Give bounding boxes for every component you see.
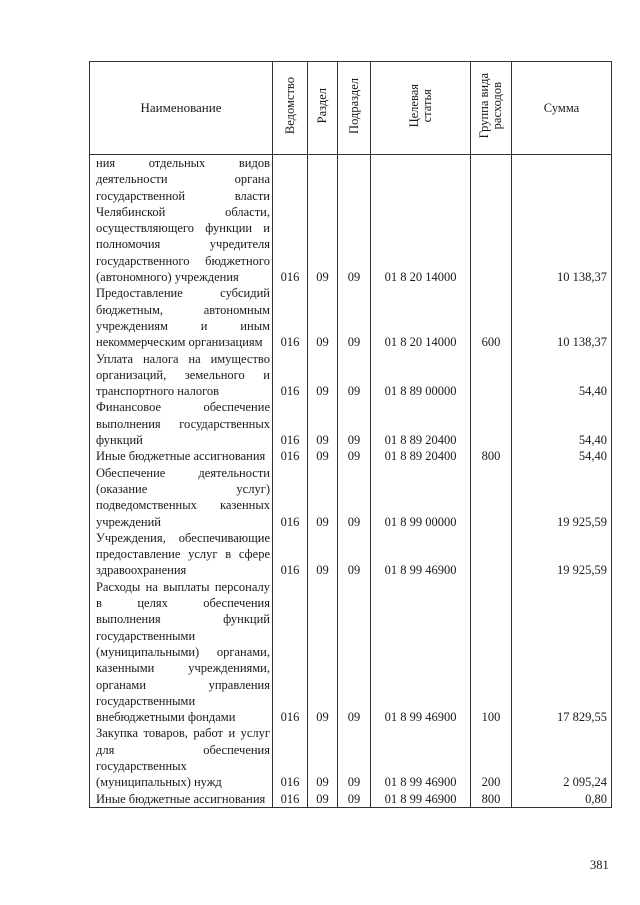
row-name-cell: Финансовое обеспечение выполнения государственных функций	[90, 399, 273, 448]
row-gruppa-cell	[471, 351, 512, 400]
row-name-cell: Предоставление субсидий бюджетным, автономным учреждениям и иным некоммерческим организациям	[90, 285, 273, 350]
row-summa-cell: 17 829,55	[512, 579, 612, 726]
row-podrazdel-cell: 09	[338, 155, 371, 286]
row-podrazdel-cell: 09	[338, 448, 371, 464]
row-summa-cell: 10 138,37	[512, 155, 612, 286]
table-body	[90, 155, 612, 808]
header-gruppa-vida-raskhodov: Группа вида расходов	[471, 62, 512, 155]
row-razdel-cell: 09	[308, 351, 338, 400]
row-razdel-cell: 09	[308, 448, 338, 464]
row-gruppa-cell: 800	[471, 791, 512, 808]
row-summa-cell: 19 925,59	[512, 465, 612, 530]
table-header	[90, 62, 612, 155]
row-vedomstvo-cell: 016	[273, 530, 308, 579]
row-vedomstvo-cell: 016	[273, 465, 308, 530]
row-vedomstvo-cell: 016	[273, 791, 308, 808]
header-celevaya-statya: Целевая статья	[371, 62, 471, 155]
row-summa-cell: 54,40	[512, 399, 612, 448]
row-podrazdel-cell: 09	[338, 791, 371, 808]
row-vedomstvo-cell: 016	[273, 285, 308, 350]
row-celevaya-cell: 01 8 89 20400	[371, 448, 471, 464]
row-razdel-cell: 09	[308, 791, 338, 808]
table-row	[90, 465, 612, 530]
table-row	[90, 155, 612, 286]
row-podrazdel-cell: 09	[338, 530, 371, 579]
row-celevaya-cell: 01 8 99 46900	[371, 579, 471, 726]
row-razdel-cell: 09	[308, 530, 338, 579]
table-row	[90, 725, 612, 790]
row-celevaya-cell: 01 8 99 46900	[371, 530, 471, 579]
table-row	[90, 791, 612, 808]
row-summa-cell: 19 925,59	[512, 530, 612, 579]
row-summa-cell: 2 095,24	[512, 725, 612, 790]
row-podrazdel-cell: 09	[338, 579, 371, 726]
table-row	[90, 448, 612, 464]
row-vedomstvo-cell: 016	[273, 155, 308, 286]
row-vedomstvo-cell: 016	[273, 399, 308, 448]
header-summa: Сумма	[512, 62, 612, 155]
budget-table	[89, 61, 612, 808]
row-podrazdel-cell: 09	[338, 465, 371, 530]
table-row	[90, 530, 612, 579]
row-gruppa-cell	[471, 465, 512, 530]
page-number: 381	[590, 858, 609, 872]
row-name-cell: Обеспечение деятельности (оказание услуг) подведомственных казенных учреждений	[90, 465, 273, 530]
row-razdel-cell: 09	[308, 725, 338, 790]
row-gruppa-cell	[471, 155, 512, 286]
row-name-cell: Уплата налога на имущество организаций, земельного и транспортного налогов	[90, 351, 273, 400]
row-razdel-cell: 09	[308, 579, 338, 726]
row-name-cell: Расходы на выплаты персоналу в целях обеспечения выполнения функций государственными (муниципальными) органами, казенными учреждениями, органами управления государственными внебюджетными фондами	[90, 579, 273, 726]
row-summa-cell: 10 138,37	[512, 285, 612, 350]
table-row	[90, 285, 612, 350]
row-gruppa-cell: 100	[471, 579, 512, 726]
row-podrazdel-cell: 09	[338, 351, 371, 400]
row-name-cell: Иные бюджетные ассигнования	[90, 448, 273, 464]
row-summa-cell: 54,40	[512, 448, 612, 464]
row-vedomstvo-cell: 016	[273, 725, 308, 790]
row-podrazdel-cell: 09	[338, 399, 371, 448]
row-razdel-cell: 09	[308, 155, 338, 286]
table-row	[90, 579, 612, 726]
row-gruppa-cell: 200	[471, 725, 512, 790]
row-name-cell: Закупка товаров, работ и услуг для обеспечения государственных (муниципальных) нужд	[90, 725, 273, 790]
row-summa-cell: 0,80	[512, 791, 612, 808]
row-name-cell: Учреждения, обеспечивающие предоставление услуг в сфере здравоохранения	[90, 530, 273, 579]
row-celevaya-cell: 01 8 89 20400	[371, 399, 471, 448]
row-gruppa-cell: 800	[471, 448, 512, 464]
row-razdel-cell: 09	[308, 399, 338, 448]
row-celevaya-cell: 01 8 99 46900	[371, 725, 471, 790]
row-gruppa-cell	[471, 530, 512, 579]
header-name: Наименование	[90, 62, 273, 155]
row-name-cell: ния отдельных видов деятельности органа государственной власти Челябинской области, осуществляющего функции и полномочия учредителя государственного бюджетного (автономного) учреждения	[90, 155, 273, 286]
row-summa-cell: 54,40	[512, 351, 612, 400]
header-razdel: Раздел	[308, 62, 338, 155]
row-celevaya-cell: 01 8 20 14000	[371, 285, 471, 350]
row-gruppa-cell: 600	[471, 285, 512, 350]
header-podrazdel: Подраздел	[338, 62, 371, 155]
row-razdel-cell: 09	[308, 285, 338, 350]
row-podrazdel-cell: 09	[338, 725, 371, 790]
row-vedomstvo-cell: 016	[273, 579, 308, 726]
row-celevaya-cell: 01 8 20 14000	[371, 155, 471, 286]
row-razdel-cell: 09	[308, 465, 338, 530]
row-name-cell: Иные бюджетные ассигнования	[90, 791, 273, 808]
header-vedomstvo: Ведомство	[273, 62, 308, 155]
row-vedomstvo-cell: 016	[273, 448, 308, 464]
row-celevaya-cell: 01 8 99 00000	[371, 465, 471, 530]
table-row	[90, 399, 612, 448]
table-row	[90, 351, 612, 400]
row-podrazdel-cell: 09	[338, 285, 371, 350]
row-celevaya-cell: 01 8 99 46900	[371, 791, 471, 808]
row-celevaya-cell: 01 8 89 00000	[371, 351, 471, 400]
row-gruppa-cell	[471, 399, 512, 448]
row-vedomstvo-cell: 016	[273, 351, 308, 400]
